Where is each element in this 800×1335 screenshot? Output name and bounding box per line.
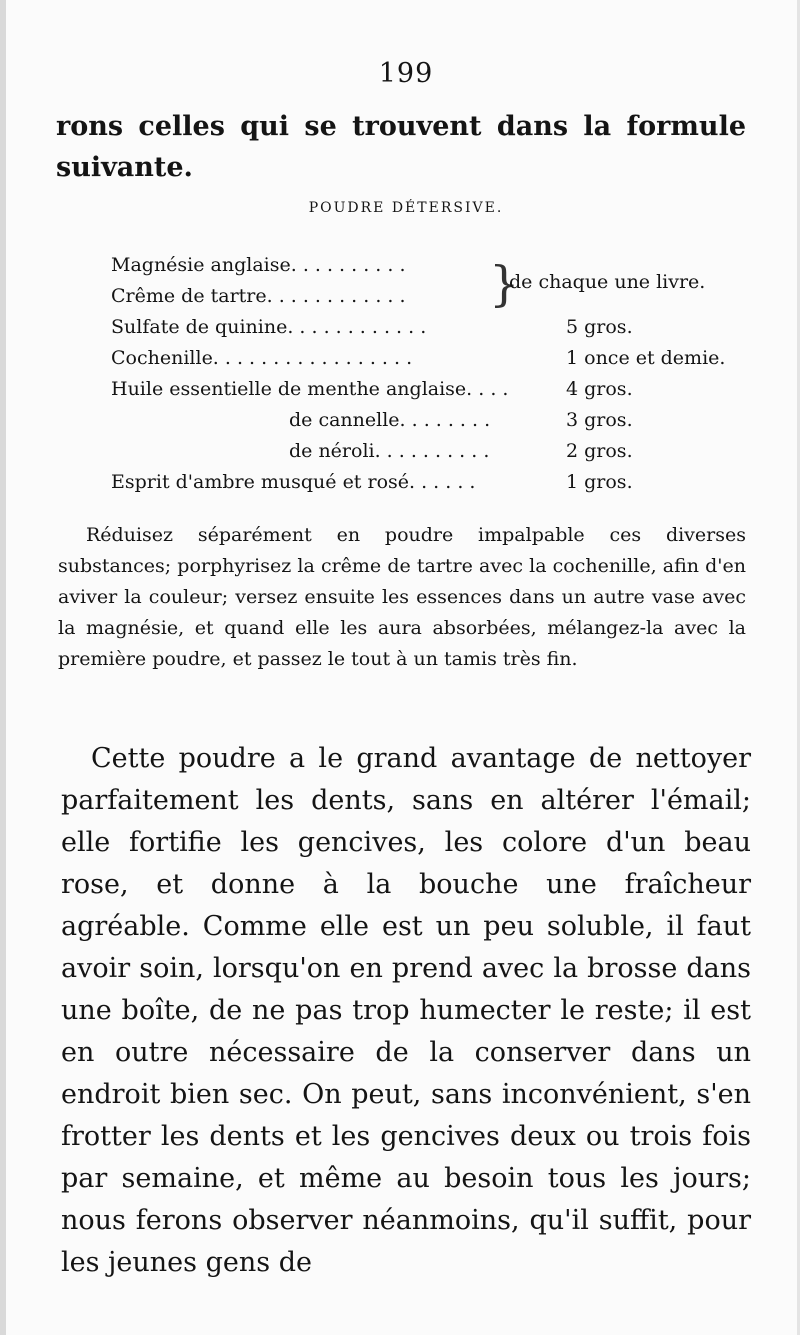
ingredient-amount: 3 gros.: [566, 409, 633, 431]
ingredient-name: de cannelle. . . . . . . .: [289, 409, 491, 431]
ingredient-name: Crême de tartre. . . . . . . . . . . .: [111, 285, 406, 307]
ingredient-list: [111, 254, 761, 502]
ingredient-name: Sulfate de quinine. . . . . . . . . . . .: [111, 316, 427, 338]
ingredient-amount: 1 once et demie.: [566, 347, 726, 369]
ingredient-name: de néroli. . . . . . . . . .: [289, 440, 490, 462]
ingredient-row: [111, 347, 761, 378]
ingredient-amount: 5 gros.: [566, 316, 633, 338]
ingredient-row: [111, 471, 761, 502]
ingredient-amount: 2 gros.: [566, 440, 633, 462]
body-paragraph: Cette poudre a le grand avantage de nettoyer parfaitement les dents, sans en altérer l'émail; elle fortifie les gencives, les colore d'un beau rose, et donne à la bouche une fraîcheur agréable. Comme elle est un peu soluble, il faut avoir soin, lorsqu'on en prend avec la brosse dans une boîte, de ne pas trop humecter le reste; il est en outre nécessaire de la conserver dans un endroit bien sec. On peut, sans inconvénient, s'en frotter les dents et les gencives deux ou trois fois par semaine, et même au besoin tous les jours; nous ferons observer néanmoins, qu'il suffit, pour les jeunes gens de: [61, 743, 751, 1278]
recipe-title: POUDRE DÉTERSIVE.: [308, 200, 504, 216]
ingredient-name: Magnésie anglaise. . . . . . . . . .: [111, 254, 406, 276]
instructions-text: Réduisez séparément en poudre impalpable ces diverses substances; porphyrisez la crême de tartre avec la cochenille, afin d'en aviver la couleur; versez ensuite les essences dans un autre vase avec la magnésie, et quand elle les aura absorbées, mélangez-la avec la première poudre, et passez le tout à un tamis très fin.: [58, 524, 746, 670]
ingredient-name: Esprit d'ambre musqué et rosé. . . . . .: [111, 471, 476, 493]
ingredient-row: [111, 440, 761, 471]
ingredient-amount: 4 gros.: [566, 378, 633, 400]
ingredient-row: [111, 316, 761, 347]
bracket-amount: de chaque une livre.: [509, 271, 706, 293]
bracket-brace: }: [489, 256, 520, 312]
ingredient-row: [111, 378, 761, 409]
ingredient-row: [111, 285, 761, 316]
ingredient-name: Huile essentielle de menthe anglaise. . . .: [111, 378, 509, 400]
recipe-instructions: [58, 520, 746, 675]
ingredient-name: Cochenille. . . . . . . . . . . . . . . . .: [111, 347, 413, 369]
page-number: 199: [378, 58, 434, 89]
ingredient-row: [111, 409, 761, 440]
ingredient-amount: 1 gros.: [566, 471, 633, 493]
lead-paragraph: rons celles qui se trouvent dans la formule suivante.: [56, 111, 746, 183]
